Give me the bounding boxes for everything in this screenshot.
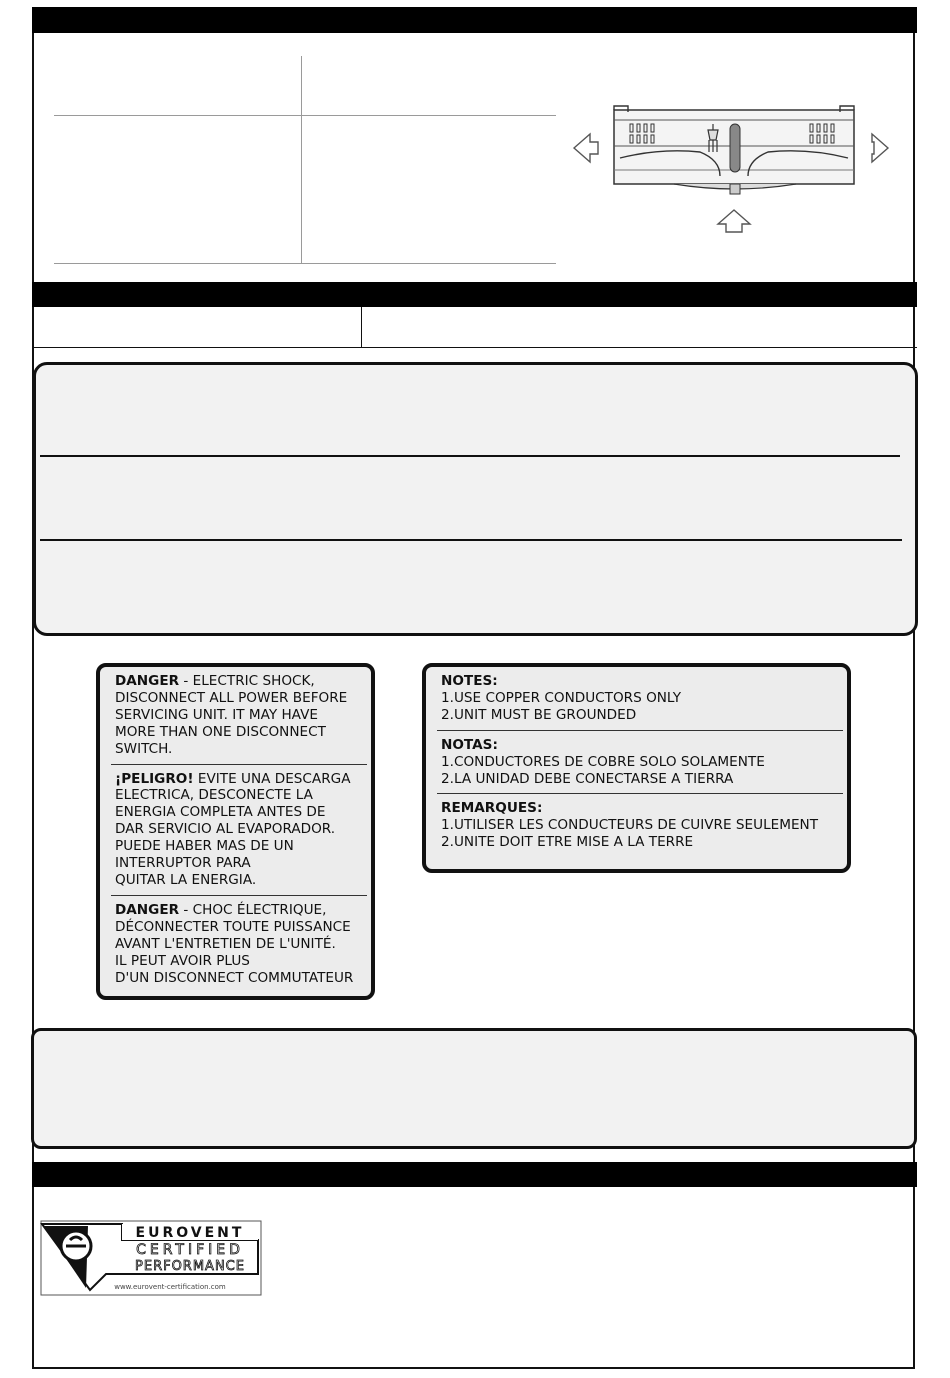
- info-panel: [33, 362, 918, 636]
- section-2-bottom-border: [32, 347, 917, 348]
- danger-label-english: [115, 673, 363, 764]
- eurovent-logo-line-1: EUROVENT: [135, 1225, 245, 1241]
- danger-label-separator-1: [111, 764, 367, 765]
- danger-english-line-4: MORE THAN ONE DISCONNECT: [115, 723, 326, 740]
- danger-english-line-2: DISCONNECT ALL POWER BEFORE: [115, 689, 348, 706]
- notes-heading-english: NOTES:: [441, 673, 498, 689]
- danger-english-line-1: - ELECTRIC SHOCK,: [183, 673, 315, 689]
- notes-label-separator-1: [437, 730, 843, 731]
- lower-info-panel: [31, 1028, 917, 1149]
- danger-heading-french: DANGER: [115, 901, 180, 918]
- eurovent-certified-logo: [40, 1220, 262, 1296]
- danger-english-line-3: SERVICING UNIT. IT MAY HAVE: [115, 706, 318, 723]
- danger-french-line-2: DÉCONNECTER TOUTE PUISSANCE: [115, 918, 351, 935]
- notes-label-spanish: [441, 737, 839, 794]
- header-bar-section-2: [32, 282, 917, 307]
- eurovent-logo-url: www.eurovent-certification.com: [114, 1283, 226, 1291]
- notes-label-separator-2: [437, 793, 843, 794]
- danger-spanish-line-5: PUEDE HABER MAS DE UN: [115, 838, 294, 855]
- notes-spanish-line-1: 1.CONDUCTORES DE COBRE SOLO SOLAMENTE: [441, 753, 765, 770]
- notes-label-english: [441, 673, 839, 730]
- notes-french-line-2: 2.UNITE DOIT ETRE MISE A LA TERRE: [441, 834, 694, 851]
- notes-english-line-1: 1.USE COPPER CONDUCTORS ONLY: [441, 689, 682, 706]
- eurovent-logo-line-3: PERFORMANCE: [135, 1259, 245, 1274]
- danger-french-line-3: AVANT L'ENTRETIEN DE L'UNITÉ.: [115, 935, 336, 952]
- danger-french-line-4: IL PEUT AVOIR PLUS: [115, 952, 250, 969]
- notes-english-line-2: 2.UNIT MUST BE GROUNDED: [441, 706, 637, 723]
- spec-table-vertical-divider: [301, 56, 302, 263]
- danger-french-line-1: - CHOC ÉLECTRIQUE,: [183, 901, 327, 918]
- danger-label-separator-2: [111, 895, 367, 896]
- header-bar-section-3: [32, 1162, 917, 1187]
- header-bar-top: [32, 7, 917, 33]
- notes-label: [422, 663, 851, 873]
- danger-label-spanish: [115, 771, 363, 895]
- danger-spanish-line-1: EVITE UNA DESCARGA: [197, 770, 351, 787]
- danger-spanish-line-4: DAR SERVICIO AL EVAPORADOR.: [115, 821, 336, 838]
- danger-label: [96, 663, 375, 1000]
- notes-spanish-line-2: 2.LA UNIDAD DEBE CONECTARSE A TIERRA: [441, 770, 734, 787]
- spec-table-bottom-border: [54, 263, 556, 264]
- notes-french-line-1: 1.UTILISER LES CONDUCTEURS DE CUIVRE SEULEMENT: [441, 817, 819, 834]
- notes-label-french: [441, 800, 839, 857]
- danger-spanish-line-7: QUITAR LA ENERGIA.: [115, 871, 257, 888]
- danger-heading-spanish: ¡PELIGRO!: [115, 770, 194, 787]
- section-2-column-divider: [361, 307, 362, 347]
- eurovent-logo-line-2: CERTIFIED: [136, 1242, 244, 1258]
- danger-spanish-line-6: INTERRUPTOR PARA: [115, 855, 251, 872]
- info-panel-divider-1: [40, 455, 900, 457]
- spec-table-row-divider: [54, 115, 556, 116]
- info-panel-divider-2: [40, 539, 902, 541]
- danger-english-line-5: SWITCH.: [115, 740, 173, 757]
- notes-heading-spanish: NOTAS:: [441, 736, 498, 753]
- danger-heading-english: DANGER: [115, 673, 180, 689]
- danger-spanish-line-2: ELECTRICA, DESCONECTE LA: [115, 787, 313, 804]
- danger-spanish-line-3: ENERGIA COMPLETA ANTES DE: [115, 804, 326, 821]
- unit-airflow-diagram: [570, 100, 892, 242]
- notes-heading-french: REMARQUES:: [441, 800, 543, 817]
- danger-french-line-5: D'UN DISCONNECT COMMUTATEUR: [115, 969, 354, 986]
- danger-label-french: [115, 902, 363, 993]
